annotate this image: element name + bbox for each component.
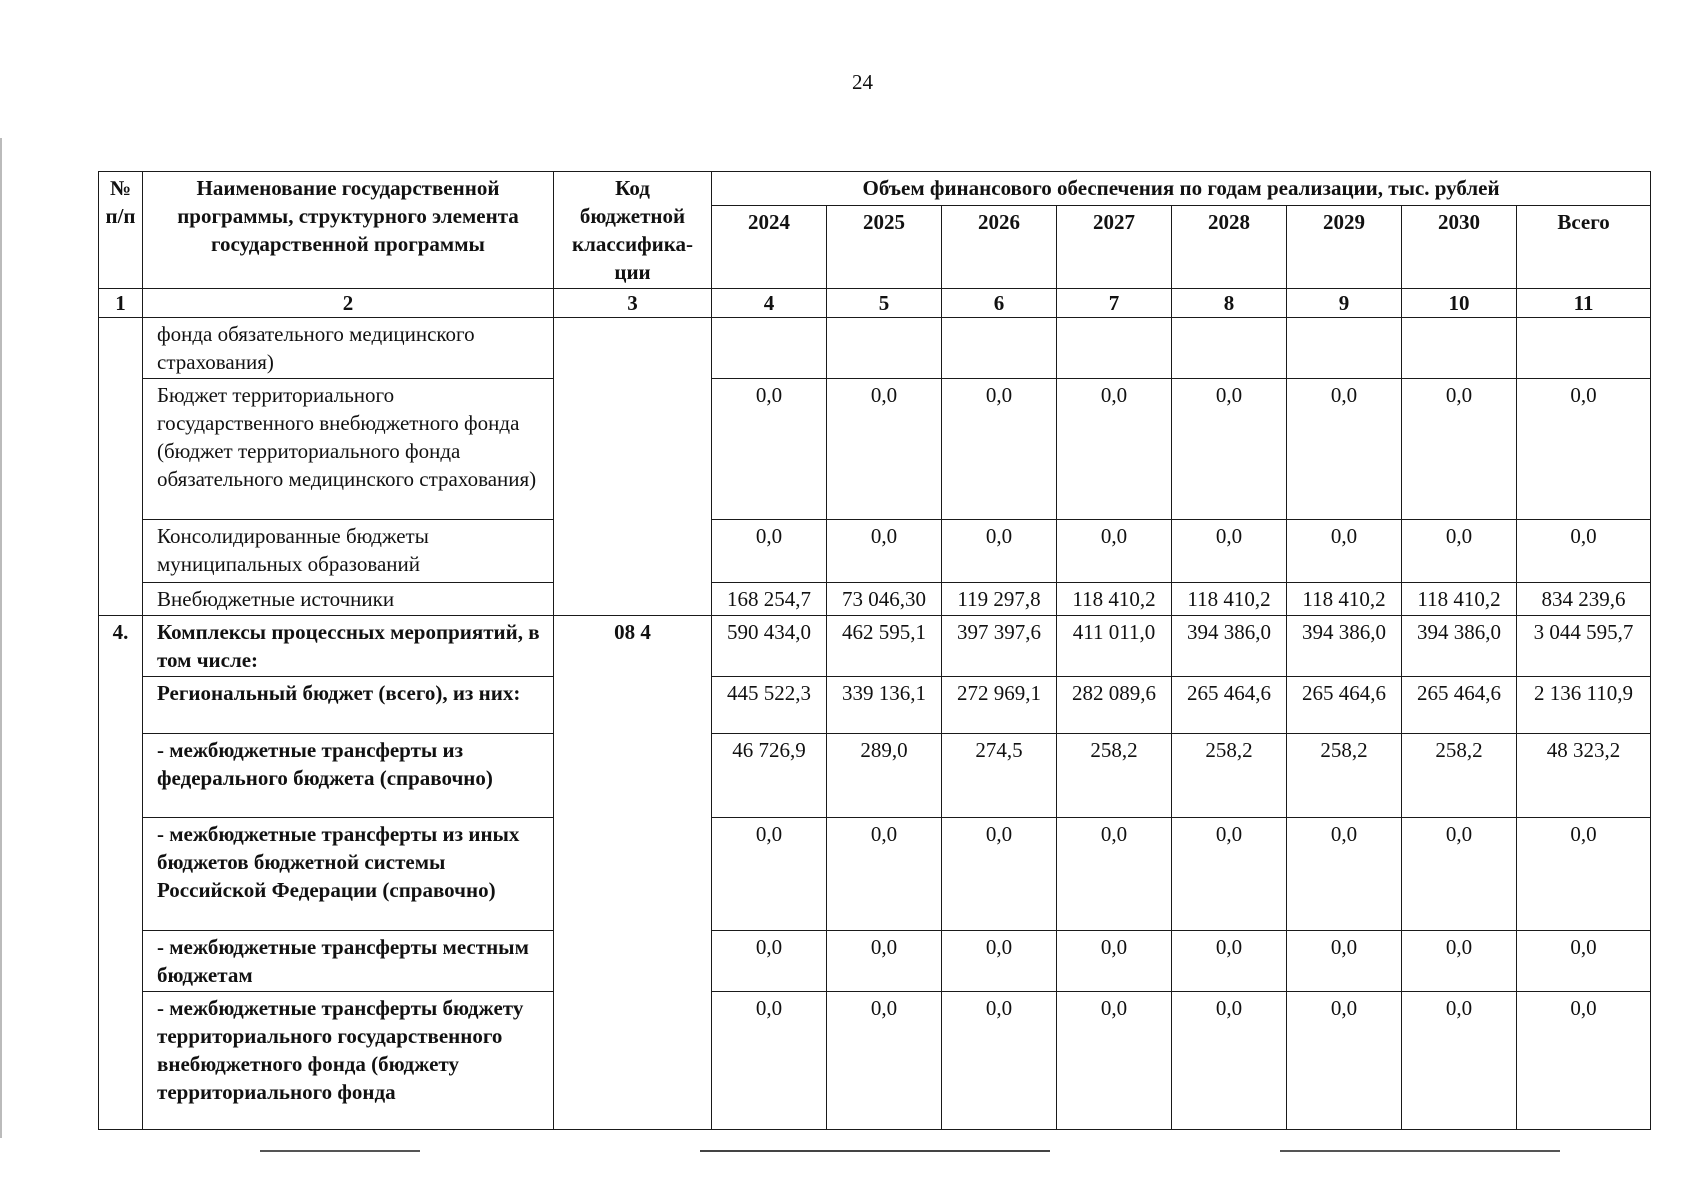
header-year: 2027 — [1057, 206, 1172, 289]
value-cell: 0,0 — [827, 931, 942, 992]
header-year: 2029 — [1287, 206, 1402, 289]
row-code-cell — [554, 318, 712, 616]
header-row-1 — [99, 172, 1651, 206]
value-cell: 0,0 — [942, 992, 1057, 1130]
row-name: Консолидированные бюджеты муниципальных образований — [143, 520, 554, 583]
value-cell: 258,2 — [1057, 734, 1172, 818]
value-cell: 0,0 — [1057, 992, 1172, 1130]
table-row — [99, 734, 1651, 818]
scan-edge-mark — [0, 138, 2, 1138]
value-cell: 0,0 — [1402, 379, 1517, 520]
value-cell: 0,0 — [1287, 931, 1402, 992]
row-name: Внебюджетные источники — [143, 583, 554, 616]
table-row — [99, 931, 1651, 992]
header-name: Наименование государственной программы, структурного элемента государственной программы — [143, 172, 554, 289]
row-name: Региональный бюджет (всего), из них: — [143, 677, 554, 734]
value-cell: 397 397,6 — [942, 616, 1057, 677]
column-number: 7 — [1057, 289, 1172, 318]
value-cell — [712, 318, 827, 379]
table-row — [99, 520, 1651, 583]
header-year: 2028 — [1172, 206, 1287, 289]
value-cell — [1057, 318, 1172, 379]
value-cell: 0,0 — [1402, 992, 1517, 1130]
value-cell: 0,0 — [942, 520, 1057, 583]
header-total: Всего — [1517, 206, 1651, 289]
column-number: 2 — [143, 289, 554, 318]
value-cell: 0,0 — [1172, 520, 1287, 583]
column-number: 8 — [1172, 289, 1287, 318]
value-cell: 48 323,2 — [1517, 734, 1651, 818]
scan-bottom-line — [0, 1150, 1708, 1152]
value-cell: 0,0 — [827, 992, 942, 1130]
value-cell: 0,0 — [1172, 379, 1287, 520]
value-cell: 0,0 — [1287, 379, 1402, 520]
header-year: 2025 — [827, 206, 942, 289]
value-cell: 0,0 — [1402, 520, 1517, 583]
header-volume: Объем финансового обеспечения по годам реализации, тыс. рублей — [712, 172, 1651, 206]
table-row — [99, 379, 1651, 520]
value-cell: 0,0 — [1172, 992, 1287, 1130]
value-cell: 0,0 — [1057, 379, 1172, 520]
value-cell: 590 434,0 — [712, 616, 827, 677]
value-cell: 0,0 — [827, 520, 942, 583]
value-cell: 462 595,1 — [827, 616, 942, 677]
value-cell: 0,0 — [1517, 818, 1651, 931]
value-cell: 265 464,6 — [1402, 677, 1517, 734]
column-number: 10 — [1402, 289, 1517, 318]
column-number: 3 — [554, 289, 712, 318]
value-cell: 2 136 110,9 — [1517, 677, 1651, 734]
value-cell: 0,0 — [1172, 931, 1287, 992]
value-cell: 0,0 — [1402, 931, 1517, 992]
row-name: - межбюджетные трансферты из федерального бюджета (справочно) — [143, 734, 554, 818]
value-cell: 282 089,6 — [1057, 677, 1172, 734]
header-code: Код бюджетной классифика-ции — [554, 172, 712, 289]
value-cell: 118 410,2 — [1057, 583, 1172, 616]
value-cell: 411 011,0 — [1057, 616, 1172, 677]
value-cell: 0,0 — [712, 818, 827, 931]
value-cell: 272 969,1 — [942, 677, 1057, 734]
table-row — [99, 583, 1651, 616]
value-cell: 0,0 — [1517, 520, 1651, 583]
value-cell: 0,0 — [712, 520, 827, 583]
value-cell: 119 297,8 — [942, 583, 1057, 616]
value-cell: 0,0 — [1517, 379, 1651, 520]
value-cell: 0,0 — [942, 931, 1057, 992]
financing-table — [98, 171, 1651, 1130]
value-cell: 0,0 — [1057, 818, 1172, 931]
value-cell: 0,0 — [1172, 818, 1287, 931]
value-cell: 0,0 — [942, 818, 1057, 931]
value-cell: 0,0 — [712, 931, 827, 992]
value-cell: 0,0 — [827, 818, 942, 931]
value-cell: 118 410,2 — [1402, 583, 1517, 616]
column-number: 1 — [99, 289, 143, 318]
column-number: 4 — [712, 289, 827, 318]
value-cell: 0,0 — [1517, 992, 1651, 1130]
value-cell: 394 386,0 — [1287, 616, 1402, 677]
value-cell: 73 046,30 — [827, 583, 942, 616]
value-cell — [1287, 318, 1402, 379]
value-cell: 118 410,2 — [1172, 583, 1287, 616]
value-cell: 0,0 — [1287, 992, 1402, 1130]
column-number-row — [99, 289, 1651, 318]
column-number: 11 — [1517, 289, 1651, 318]
table-row — [99, 818, 1651, 931]
value-cell: 289,0 — [827, 734, 942, 818]
row-code: 08 4 — [554, 616, 712, 1130]
value-cell: 0,0 — [1402, 818, 1517, 931]
value-cell: 3 044 595,7 — [1517, 616, 1651, 677]
row-name: Бюджет территориального государственного внебюджетного фонда (бюджет территориального фонда обязательного медицинского страхования) — [143, 379, 554, 520]
value-cell: 274,5 — [942, 734, 1057, 818]
value-cell: 0,0 — [712, 992, 827, 1130]
value-cell: 265 464,6 — [1172, 677, 1287, 734]
value-cell — [942, 318, 1057, 379]
value-cell — [1517, 318, 1651, 379]
row-name: фонда обязательного медицинского страхования) — [143, 318, 554, 379]
header-num: № п/п — [99, 172, 143, 289]
value-cell — [1402, 318, 1517, 379]
row-name: - межбюджетные трансферты из иных бюджетов бюджетной системы Российской Федерации (справочно) — [143, 818, 554, 931]
value-cell: 0,0 — [1287, 520, 1402, 583]
table-row — [99, 318, 1651, 379]
column-number: 5 — [827, 289, 942, 318]
row-name: Комплексы процессных мероприятий, в том числе: — [143, 616, 554, 677]
value-cell: 258,2 — [1287, 734, 1402, 818]
value-cell: 46 726,9 — [712, 734, 827, 818]
table-row — [99, 992, 1651, 1130]
value-cell — [1172, 318, 1287, 379]
value-cell: 258,2 — [1402, 734, 1517, 818]
header-year: 2024 — [712, 206, 827, 289]
table-row — [99, 616, 1651, 677]
value-cell: 118 410,2 — [1287, 583, 1402, 616]
value-cell: 265 464,6 — [1287, 677, 1402, 734]
value-cell: 0,0 — [942, 379, 1057, 520]
row-number: 4. — [99, 616, 143, 1130]
column-number: 9 — [1287, 289, 1402, 318]
value-cell: 0,0 — [1057, 520, 1172, 583]
row-name: - межбюджетные трансферты бюджету территориального государственного внебюджетного фонда (бюджету территориального фонда — [143, 992, 554, 1130]
value-cell: 394 386,0 — [1402, 616, 1517, 677]
value-cell — [827, 318, 942, 379]
page-number: 24 — [852, 70, 873, 94]
header-year: 2026 — [942, 206, 1057, 289]
value-cell: 0,0 — [1517, 931, 1651, 992]
value-cell: 0,0 — [1057, 931, 1172, 992]
value-cell: 0,0 — [827, 379, 942, 520]
table-row — [99, 677, 1651, 734]
row-name: - межбюджетные трансферты местным бюджетам — [143, 931, 554, 992]
header-year: 2030 — [1402, 206, 1517, 289]
column-number: 6 — [942, 289, 1057, 318]
row-number-cell — [99, 318, 143, 616]
value-cell: 168 254,7 — [712, 583, 827, 616]
value-cell: 258,2 — [1172, 734, 1287, 818]
value-cell: 445 522,3 — [712, 677, 827, 734]
value-cell: 834 239,6 — [1517, 583, 1651, 616]
value-cell: 339 136,1 — [827, 677, 942, 734]
value-cell: 394 386,0 — [1172, 616, 1287, 677]
value-cell: 0,0 — [1287, 818, 1402, 931]
value-cell: 0,0 — [712, 379, 827, 520]
